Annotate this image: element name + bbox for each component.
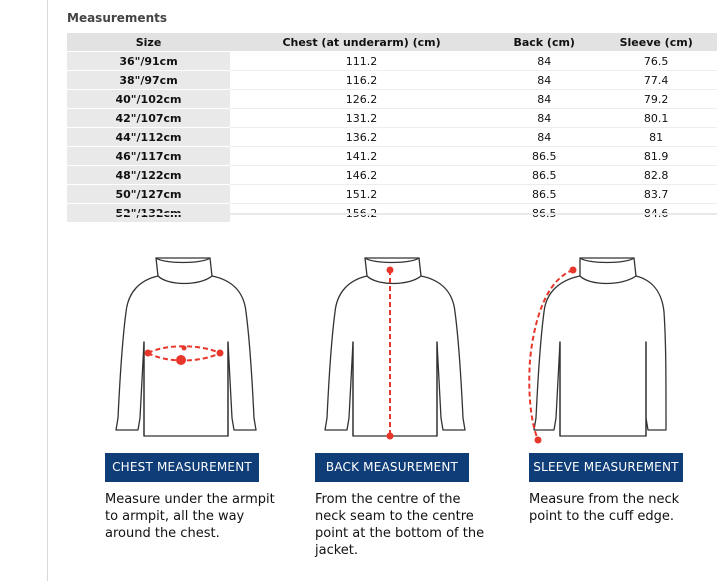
back-cell: 84: [493, 109, 595, 128]
section-title: Measurements: [67, 11, 167, 25]
table-row: [67, 71, 717, 90]
jacket-back-icon: [313, 250, 473, 445]
measurements-table: [67, 33, 717, 222]
size-cell: 36"/91cm: [67, 52, 230, 71]
sleeve-cell: 82.8: [595, 166, 717, 185]
table-row: [67, 90, 717, 109]
sleeve-measurement-label: SLEEVE MEASUREMENT: [529, 453, 683, 482]
header-sleeve: Sleeve (cm): [595, 33, 717, 52]
chest-cell: 116.2: [230, 71, 493, 90]
sleeve-cell: 80.1: [595, 109, 717, 128]
size-cell: 48"/122cm: [67, 166, 230, 185]
chest-cell: 131.2: [230, 109, 493, 128]
back-measurement-description: From the centre of the neck seam to the centre point at the bottom of the jacket.: [315, 492, 485, 558]
size-cell: 38"/97cm: [67, 71, 230, 90]
sleeve-cell: 77.4: [595, 71, 717, 90]
back-cell: 84: [493, 52, 595, 71]
table-row: [67, 128, 717, 147]
chest-measurement-description: Measure under the armpit to armpit, all the way around the chest.: [105, 492, 275, 541]
sleeve-cell: 76.5: [595, 52, 717, 71]
table-row: [67, 166, 717, 185]
table-header-row: [67, 33, 717, 52]
size-cell: 40"/102cm: [67, 90, 230, 109]
sleeve-cell: 81: [595, 128, 717, 147]
back-cell: 84: [493, 128, 595, 147]
chest-cell: 141.2: [230, 147, 493, 166]
header-chest: Chest (at underarm) (cm): [230, 33, 493, 52]
back-measurement-label: BACK MEASUREMENT: [315, 453, 469, 482]
jacket-chest-icon: [104, 250, 264, 445]
back-guide-illustration: [313, 250, 473, 445]
size-cell: 44"/112cm: [67, 128, 230, 147]
jacket-sleeve-icon: [518, 250, 678, 445]
back-cell: 84: [493, 71, 595, 90]
header-size: Size: [67, 33, 230, 52]
size-cell: 46"/117cm: [67, 147, 230, 166]
chest-measurement-label: CHEST MEASUREMENT: [105, 453, 259, 482]
sleeve-guide-illustration: [518, 250, 678, 445]
chest-cell: 136.2: [230, 128, 493, 147]
size-cell: 42"/107cm: [67, 109, 230, 128]
table-row: [67, 109, 717, 128]
size-cell: 50"/127cm: [67, 185, 230, 204]
sleeve-measurement-description: Measure from the neck point to the cuff edge.: [529, 492, 680, 524]
sleeve-cell: 79.2: [595, 90, 717, 109]
left-divider: [47, 0, 48, 581]
chest-cell: 146.2: [230, 166, 493, 185]
sleeve-cell: 81.9: [595, 147, 717, 166]
back-cell: 84: [493, 90, 595, 109]
header-back: Back (cm): [493, 33, 595, 52]
table-row: [67, 185, 717, 204]
table-bottom-shade: [67, 213, 717, 215]
chest-guide-illustration: [104, 250, 264, 445]
back-cell: 86.5: [493, 166, 595, 185]
chest-cell: 111.2: [230, 52, 493, 71]
table-row: [67, 52, 717, 71]
back-cell: 86.5: [493, 185, 595, 204]
table-row: [67, 147, 717, 166]
back-cell: 86.5: [493, 147, 595, 166]
chest-cell: 151.2: [230, 185, 493, 204]
sleeve-cell: 83.7: [595, 185, 717, 204]
chest-cell: 126.2: [230, 90, 493, 109]
